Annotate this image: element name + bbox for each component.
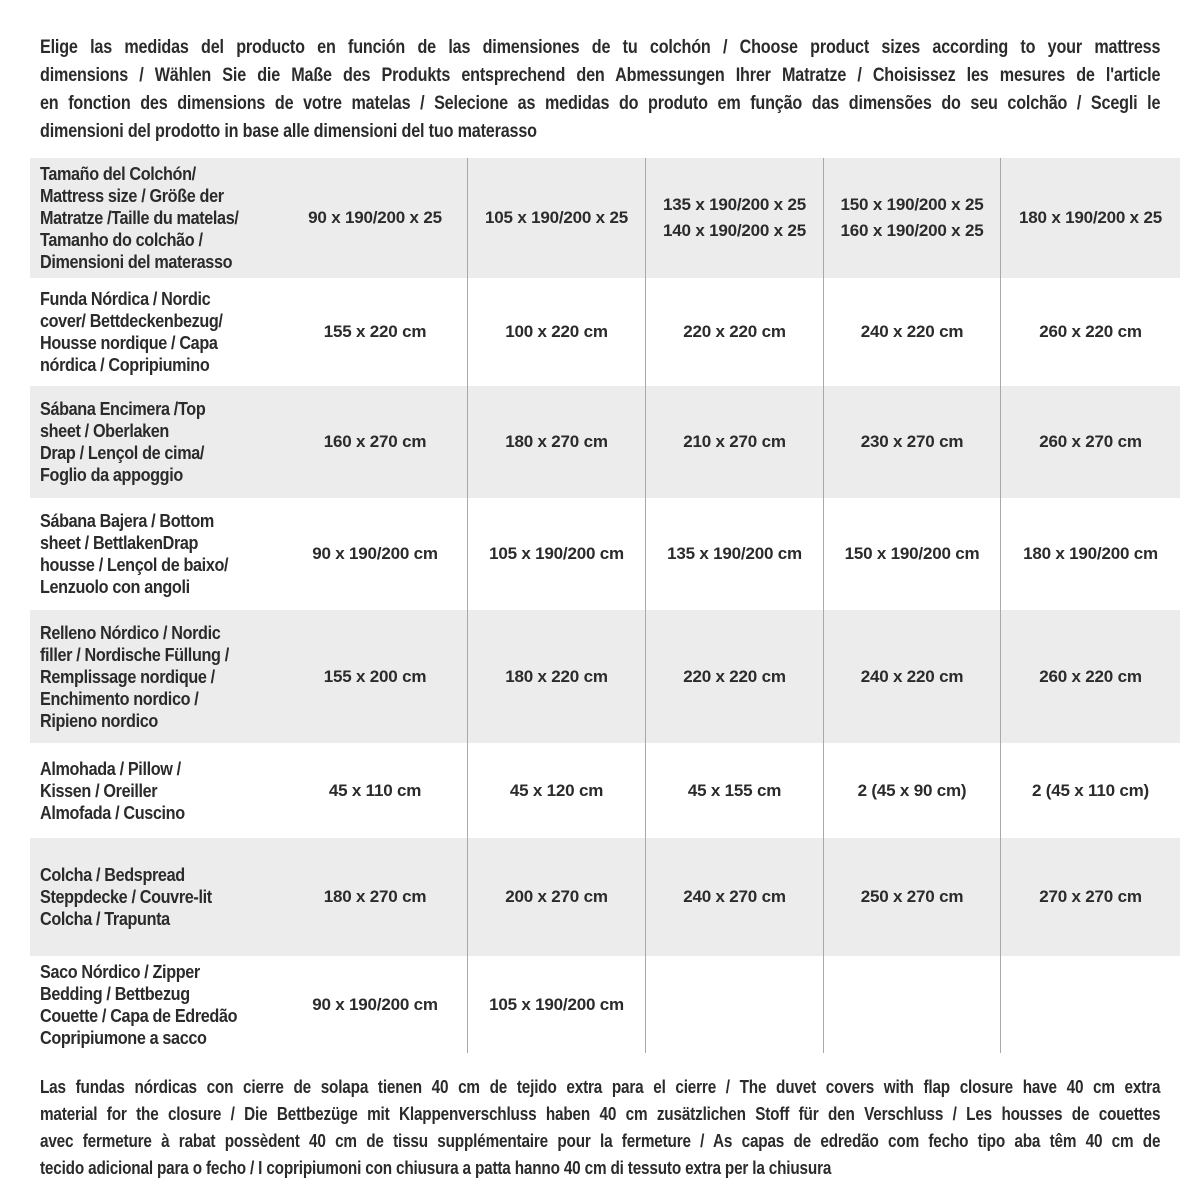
size-value-cell: 105 x 190/200 cm: [467, 956, 645, 1053]
size-value-cell: 2 (45 x 90 cm): [823, 743, 1000, 838]
row-label-text: Relleno Nórdico / Nordic filler / Nordische Füllung / Remplissage nordique / Enchimento nordico / Ripieno nordico: [40, 622, 229, 731]
size-value-cell: 100 x 220 cm: [467, 278, 645, 386]
size-value-cell: 220 x 220 cm: [645, 610, 823, 743]
header-size-cell: 135 x 190/200 x 25 140 x 190/200 x 25: [645, 158, 823, 278]
size-value-cell: 180 x 220 cm: [467, 610, 645, 743]
row-label-text: Sábana Bajera / Bottom sheet / BettlakenDrap housse / Lençol de baixo/ Lenzuolo con angoli: [40, 511, 229, 597]
header-row-label-text: Tamaño del Colchón/ Mattress size / Größe der Matratze /Taille du matelas/ Tamanho do colchão / Dimensioni del materasso: [40, 164, 239, 272]
table-row-zipper-bedding: [30, 956, 1180, 1053]
table-row-nordic-cover: [30, 278, 1180, 386]
size-value-cell: 2 (45 x 110 cm): [1000, 743, 1180, 838]
row-label: [30, 498, 283, 610]
size-value-cell: 180 x 270 cm: [467, 386, 645, 498]
size-value-cell: 45 x 110 cm: [328, 780, 422, 800]
footnote-paragraph: Las fundas nórdicas con cierre de solapa tienen 40 cm de tejido extra para el cierre / The duvet covers with flap closure have 40 cm extra material for the closure / Die Bettbezüge mit Klappenverschluss haben 40 cm zusätzlichen Stoff für den Verschluss / Les housses de couettes avec fermeture à rabat possèdent 40 cm de tissu supplémentaire pour la fermeture / As capas de edredão com fecho tipo aba têm 40 cm de tecido adicional para o fecho / I copripiumoni con chiusura a patta hanno 40 cm di tessuto extra per la chiusura: [40, 1077, 1161, 1178]
size-value-cell: 90 x 190/200 cm: [312, 544, 438, 563]
table-row-nordic-filler: [30, 610, 1180, 743]
table-row-bottom-sheet: [30, 498, 1180, 610]
size-value-cell: 45 x 155 cm: [645, 743, 823, 838]
size-value-cell: 240 x 270 cm: [645, 838, 823, 956]
row-label-text: Funda Nórdica / Nordic cover/ Bettdeckenbezug/ Housse nordique / Capa nórdica / Copripiumino: [40, 289, 223, 375]
table-header-row: [30, 158, 1180, 278]
table-row-bedspread: [30, 838, 1180, 956]
size-value-cell: 240 x 220 cm: [823, 610, 1000, 743]
size-value-cell: 155 x 200 cm: [323, 666, 427, 686]
row-label: [30, 956, 283, 1053]
row-label-text: Saco Nórdico / Zipper Bedding / Bettbezug Couette / Capa de Edredão Copripiumone a sacco: [40, 961, 238, 1048]
size-value-cell: 105 x 190/200 cm: [467, 498, 645, 610]
header-row-label: [30, 158, 283, 278]
size-value-cell: 260 x 270 cm: [1000, 386, 1180, 498]
row-label: [30, 838, 283, 956]
size-value-cell: 260 x 220 cm: [1000, 278, 1180, 386]
row-label: [30, 278, 283, 386]
size-value-cell: 270 x 270 cm: [1000, 838, 1180, 956]
size-value-cell: 250 x 270 cm: [823, 838, 1000, 956]
row-label-text: Sábana Encimera /Top sheet / Oberlaken Drap / Lençol de cima/ Foglio da appoggio: [40, 399, 206, 485]
row-label-text: Colcha / Bedspread Steppdecke / Couvre-lit Colcha / Trapunta: [40, 865, 212, 929]
header-size-cell: 180 x 190/200 x 25: [1000, 158, 1180, 278]
size-value-cell-empty: [1000, 956, 1180, 1053]
size-value-cell: 210 x 270 cm: [645, 386, 823, 498]
size-value-cell: 160 x 270 cm: [323, 432, 427, 451]
row-label: [30, 386, 283, 498]
size-value-cell-empty: [645, 956, 823, 1053]
intro-paragraph: Elige las medidas del producto en función de las dimensiones de tu colchón / Choose product sizes according to your mattress dimensions / Wählen Sie die Maße des Produkts entsprechend den Abmessungen Ihrer Matratze / Choisissez les mesures de l'article en fonction des dimensions de votre matelas / Selecione as medidas do produto em função das dimensões do seu colchão / Scegli le dimensioni del prodotto in base alle dimensioni del tuo materasso: [40, 37, 1161, 142]
size-value-cell: 90 x 190/200 cm: [312, 994, 438, 1014]
row-label: [30, 743, 283, 838]
size-value-cell: 180 x 190/200 cm: [1000, 498, 1180, 610]
size-value-cell: 135 x 190/200 cm: [645, 498, 823, 610]
row-label: [30, 610, 283, 743]
size-value-cell-empty: [823, 956, 1000, 1053]
size-value-cell: 45 x 120 cm: [467, 743, 645, 838]
size-value-cell: 155 x 220 cm: [323, 322, 427, 341]
table-row-top-sheet: [30, 386, 1180, 498]
size-value-cell: 150 x 190/200 cm: [823, 498, 1000, 610]
row-label-text: Almohada / Pillow / Kissen / Oreiller Almofada / Cuscino: [40, 758, 185, 823]
size-value-cell: 230 x 270 cm: [823, 386, 1000, 498]
size-value-cell: 240 x 220 cm: [823, 278, 1000, 386]
table-row-pillow: [30, 743, 1180, 838]
header-size-cell: 150 x 190/200 x 25 160 x 190/200 x 25: [823, 158, 1000, 278]
size-value-cell: 200 x 270 cm: [467, 838, 645, 956]
size-table: [30, 158, 1180, 1053]
size-value-cell: 260 x 220 cm: [1000, 610, 1180, 743]
size-value-cell: 180 x 270 cm: [323, 887, 427, 906]
header-size-cell: 105 x 190/200 x 25: [467, 158, 645, 278]
header-size-cell: 90 x 190/200 x 25: [308, 208, 442, 227]
size-value-cell: 220 x 220 cm: [645, 278, 823, 386]
